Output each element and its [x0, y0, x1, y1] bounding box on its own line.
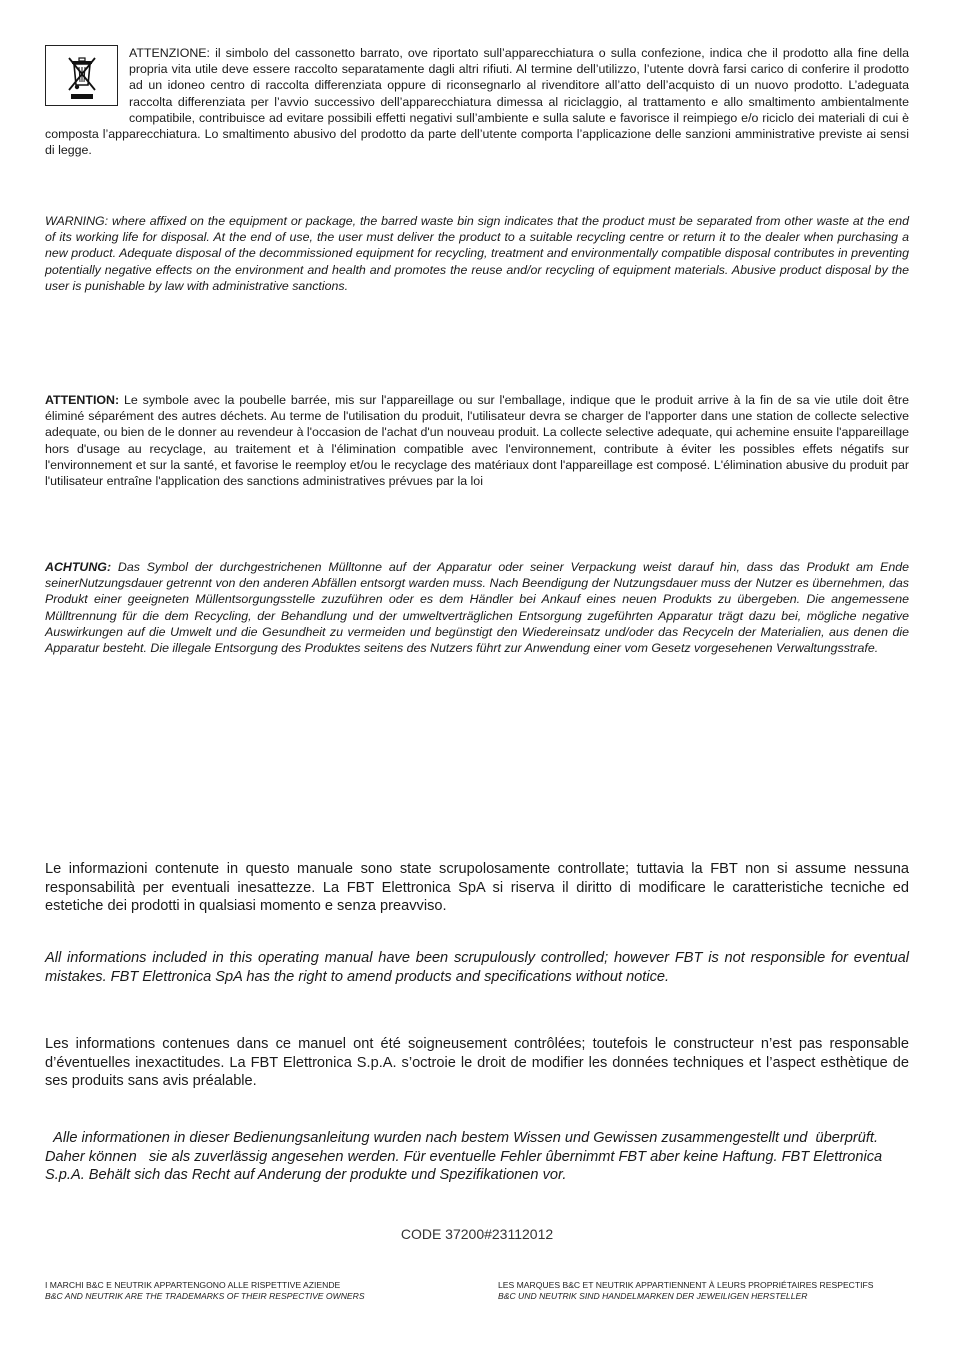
- document-code: CODE 37200#23112012: [400, 1226, 554, 1242]
- disclaimer-english: All informations included in this operating manual have been scrupulously controlled; however FBT is not responsible for eventual mistakes. FBT Elettronica SpA has the right to amend products and specifications without notice.: [45, 950, 909, 985]
- weee-notice-german-lead: ACHTUNG:: [45, 560, 112, 574]
- disclaimer-german: Alle informationen in dieser Bedienungsanleitung wurden nach bestem Wissen und Gewissen zusammengestellt und überprüft. Daher können sie als zuverlässig angesehen werden. Für eventuelle Fehler ûbernimmt FBT aber keine Haftung. FBT Elettronica S.p.A. Behält sich das Recht auf Anderung der produkte und Spezifikationen vor.: [45, 1130, 887, 1184]
- footer-right-line1: LES MARQUES B&C ET NEUTRIK APPARTIENNENT À LEURS PROPRIÉTAIRES RESPECTIFS: [498, 1280, 874, 1290]
- weee-notice-italian: [45, 45, 909, 158]
- footer-right-line2: B&C UND NEUTRIK SIND HANDELMARKEN DER JEWEILIGEN HERSTELLER: [498, 1291, 808, 1301]
- weee-notice-french: [45, 392, 909, 489]
- weee-notice-german: [45, 559, 909, 656]
- weee-notice-italian-text: ATTENZIONE: il simbolo del cassonetto barrato, ove riportato sull’apparecchiatura o sulla confezione, indica che il prodotto alla fine della propria vita utile deve essere raccolto separatamente dagli altri rifiuti. Al termine dell’utilizzo, l’utente dovrà farsi carico di conferire il prodotto ad un idoneo centro di raccolta differenziata oppure di riconsegnarlo al rivenditore all’atto dell’acquisto di un nuovo prodotto. L’adeguata raccolta differenziata per l’avvio successivo dell’apparecchiatura dimessa al riciclaggio, al trattamento e allo smaltimento ambientalmente compatibile, contribuisce ad evitare possibili effetti negativi sull’ambiente e sulla salute e favorisce il reimpiego e/o riciclo dei materiali di cui è composta l’apparecchiatura. Lo smaltimento abusivo del prodotto da parte dell’utente comporta l’applicazione delle sanzioni amministrative previste ai sensi di legge.: [45, 46, 909, 158]
- footer-trademarks-left: [45, 1280, 365, 1302]
- disclaimer-french: Les informations contenues dans ce manuel ont été soigneusement contrôlées; toutefois le constructeur n’est pas responsable d’éventuelles inexactitudes. La FBT Elettronica S.p.A. s’octroie le droit de modifier les données techniques et l’aspect esthètique de ses produits sans avis préalable.: [45, 1036, 909, 1090]
- weee-notice-english: WARNING: where affixed on the equipment or package, the barred waste bin sign indicates that the product must be separated from other waste at the end of its working life for disposal. At the end of use, the user must deliver the product to a suitable recycling centre or return it to the dealer when purchasing a new product. Adequate disposal of the decommissioned equipment for recycling, treatment and environmentally compatible disposal contributes in preventing potentially negative effects on the environment and health and promotes the reuse and/or recycling of equipment materials. Abusive product disposal by the user is punishable by law with administrative sanctions.: [45, 214, 909, 293]
- disclaimer-italian: Le informazioni contenute in questo manuale sono state scrupolosamente controllate; tuttavia la FBT non si assume nessuna responsabilità per eventuali inesattezze. La FBT Elettronica SpA si riserva il diritto di modificare le caratteristiche tecniche ed estetiche dei prodotti in qualsiasi momento e senza preavviso.: [45, 861, 909, 915]
- footer-trademarks-right: [498, 1280, 874, 1302]
- footer-left-line1: I MARCHI B&C E NEUTRIK APPARTENGONO ALLE RISPETTIVE AZIENDE: [45, 1280, 341, 1290]
- weee-notice-german-text: Das Symbol der durchgestrichenen Mülltonne auf der Apparatur oder seiner Verpackung weist darauf hin, dass das Produkt am Ende seinerNutzungsdauer getrennt von den anderen Abfällen entsorgt warden muss. Nach Beendigung der Nutzungsdauer muss der Nutzer es übernehmen, das Produkt einer geeigneten Müllentsorgungsstelle zuzuführen oder es dem Händler bei Ankauf eines neuen Produkts zu übergeben. Die angemessene Mülltrennung für die dem Recycling, der Behandlung und der umweltverträglichen Entsorgung zugeführten Apparatur trägt dazu bei, mögliche negative Auswirkungen auf die Umwelt und die Gesundheit zu vermeiden und begünstigt den Wiedereinsatz und/oder das Recyceln der Materialien, aus denen die Apparatur besteht. Die illegale Entsorgung des Produktes seitens des Nutzers führt zur Anwendung einer vom Gesetz vorgesehenen Verwaltungsstrafe.: [45, 560, 909, 656]
- footer-left-line2: B&C AND NEUTRIK ARE THE TRADEMARKS OF THEIR RESPECTIVE OWNERS: [45, 1291, 365, 1301]
- weee-notice-french-text: Le symbole avec la poubelle barrée, mis sur l'appareillage ou sur l'emballage, indique que le produit arrive à la fin de sa vie utile doit être éliminé séparément des autres déchets. Au terme de l'utilisation du produit, l'utilisateur devra se charger de l'apporter dans une station de collecte selective adequate, ou bien de le donner au revendeur à l'occasion de l'achat d'un nouveau produit. La collecte selective adequate, qui achemine ensuite l'appareillage hors d'usage au recyclage, au traitement et à l'élimination compatible avec l'environnement, contribute à éviter les possibles effets négatifs sur l'environnement et sur la santé, et favorise le reemploy et/ou le recyclage des matériaux dont l'appareillage est composé. L'élimination abusive du produit par l'utilisateur entraîne l'application des sanctions administratives prévues par la loi: [45, 393, 909, 489]
- weee-notice-french-lead: ATTENTION:: [45, 393, 120, 407]
